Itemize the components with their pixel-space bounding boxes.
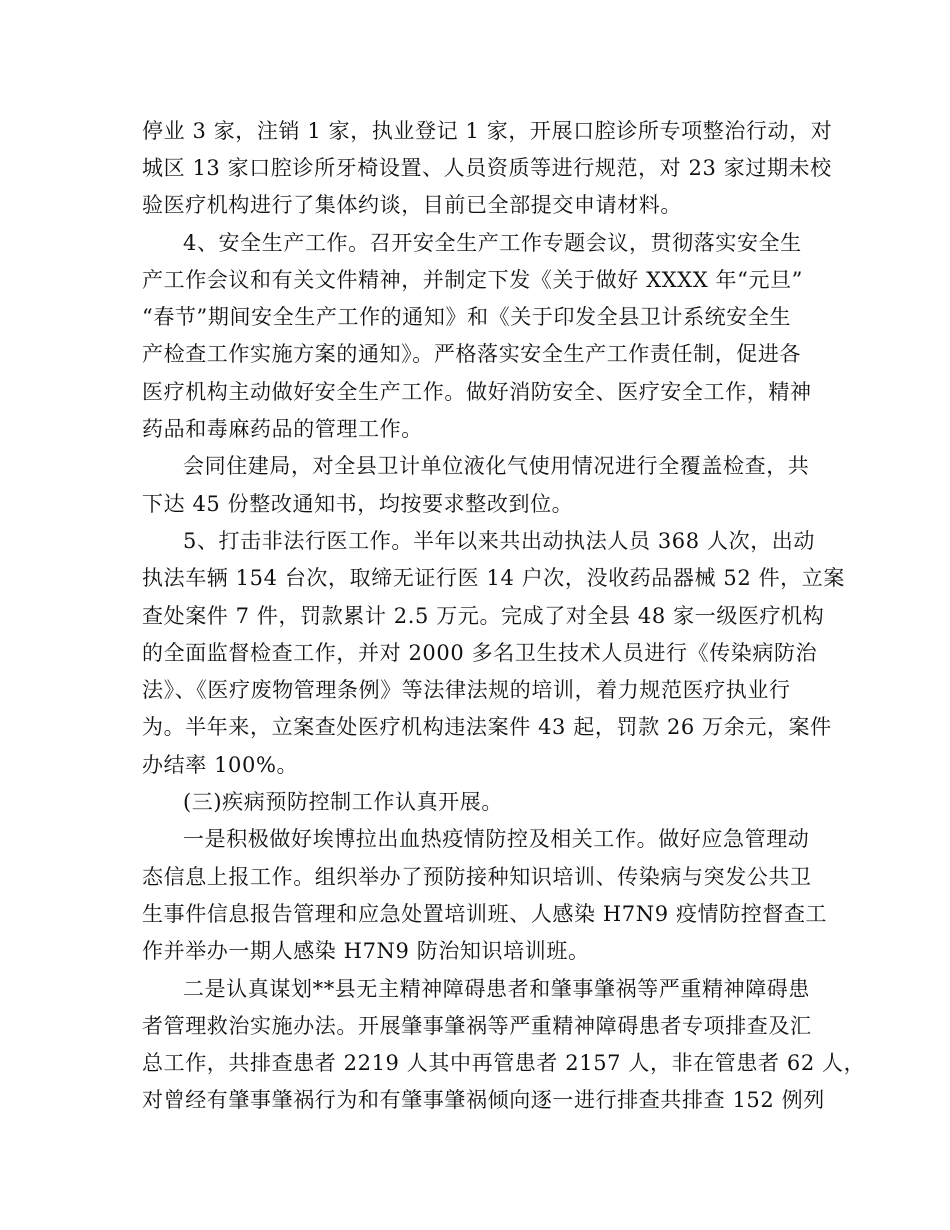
text-line: 办结率 100%。 [142,753,299,777]
section-heading: (三)疾病预防控制工作认真开展。 [183,790,503,814]
paragraph-first-line: 二是认真谋划**县无主精神障碍患者和肇事肇祸等严重精神障碍患 [183,977,810,1001]
text-line: 法》、《医疗废物管理条例》等法律法规的培训，着力规范医疗执业行 [142,678,791,702]
paragraph-first-line: 4、安全生产工作。召开安全生产工作专题会议，贯彻落实安全生 [183,231,802,255]
text-line: 总工作，共排查患者 2219 人其中再管患者 2157 人，非在管患者 62 人， [142,1051,866,1075]
text-line: 药品和毒麻药品的管理工作。 [142,417,423,441]
text-line: 停业 3 家，注销 1 家，执业登记 1 家，开展口腔诊所专项整治行动，对 [142,119,833,143]
text-line: 城区 13 家口腔诊所牙椅设置、人员资质等进行规范，对 23 家过期未校 [142,156,832,180]
text-line: 验医疗机构进行了集体约谈，目前已全部提交申请材料。 [142,193,682,217]
text-line: 生事件信息报告管理和应急处置培训班、人感染 H7N9 疫情防控督查工 [142,902,828,926]
text-line: 医疗机构主动做好安全生产工作。做好消防安全、医疗安全工作，精神 [142,380,812,404]
text-line: 执法车辆 154 台次，取缔无证行医 14 户次，没收药品器械 52 件，立案 [142,566,845,590]
text-line: 为。半年来，立案查处医疗机构违法案件 43 起，罚款 26 万余元，案件 [142,715,832,739]
paragraph-first-line: 一是积极做好埃博拉出血热疫情防控及相关工作。做好应急管理动 [183,827,810,851]
text-line: 对曾经有肇事肇祸行为和有肇事肇祸倾向逐一进行排查共排查 152 例列 [142,1088,825,1112]
text-line: 查处案件 7 件，罚款累计 2.5 万元。完成了对全县 48 家一级医疗机构 [142,604,825,628]
paragraph-first-line: 5、打击非法行医工作。半年以来共出动执法人员 368 人次，出动 [183,529,815,553]
text-line: “春节”期间安全生产工作的通知》和《关于印发全县卫计系统安全生 [142,305,792,329]
text-line: 产工作会议和有关文件精神，并制定下发《关于做好 XXXX 年“元旦” [142,268,804,292]
text-line: 作并举办一期人感染 H7N9 防治知识培训班。 [142,939,590,963]
text-line: 的全面监督检查工作，并对 2000 多名卫生技术人员进行《传染病防治 [142,641,818,665]
text-line: 产检查工作实施方案的通知》。严格落实安全生产工作责任制，促进各 [142,342,802,366]
text-line: 态信息上报工作。组织举办了预防接种知识培训、传染病与突发公共卫 [142,865,812,889]
text-line: 下达 45 份整改通知书，均按要求整改到位。 [142,492,574,516]
text-line: 者管理救治实施办法。开展肇事肇祸等严重精神障碍患者专项排查及汇 [142,1014,812,1038]
paragraph-first-line: 会同住建局，对全县卫计单位液化气使用情况进行全覆盖检查，共 [183,454,810,478]
